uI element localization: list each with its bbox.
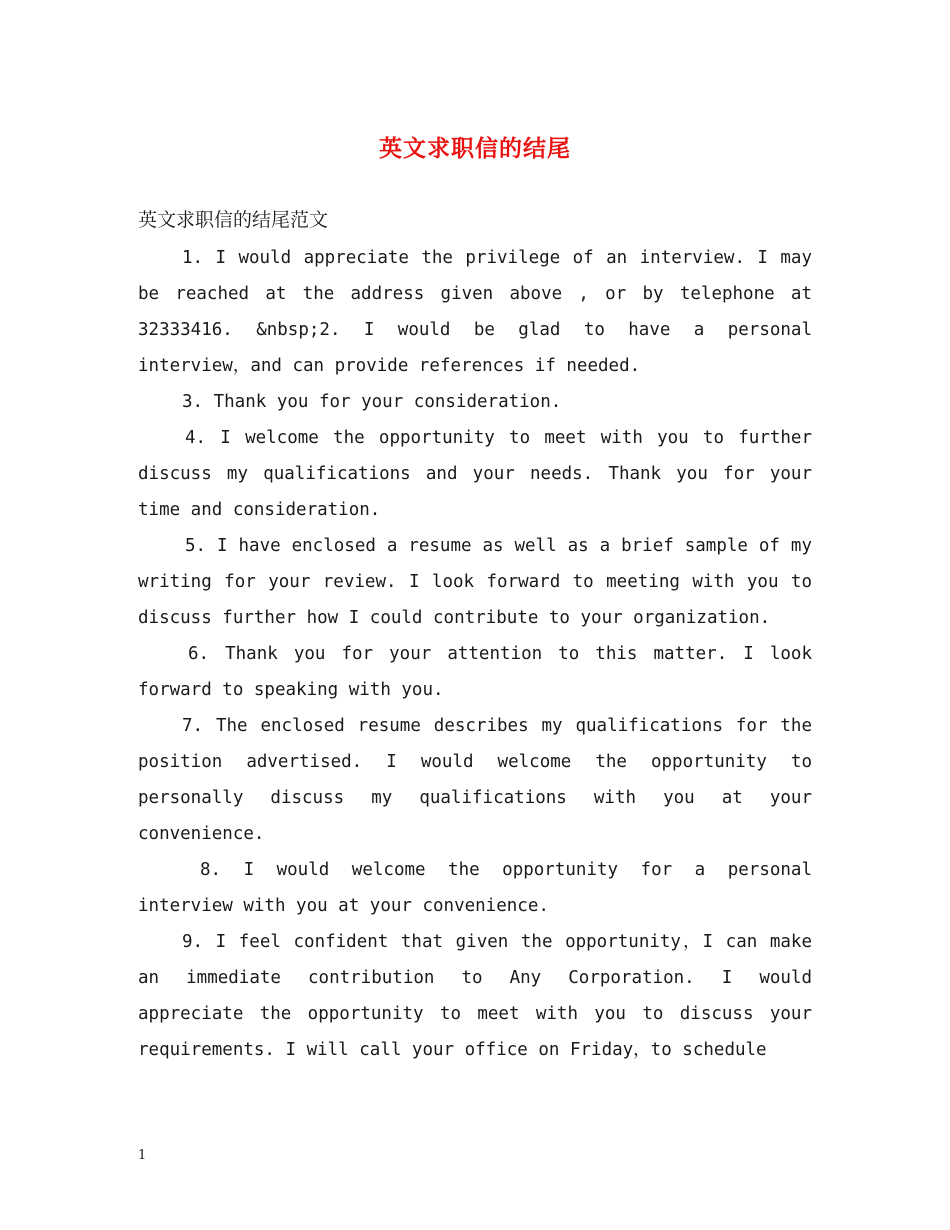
- paragraph: 7. The enclosed resume describes my qualifications for the position advertised. I would welcome the opportunity to personally discuss my qualifications with you at your convenience.: [138, 716, 812, 844]
- paragraph: 8. I would welcome the opportunity for a personal interview with you at your convenience.: [138, 860, 812, 916]
- paragraph: 4. I welcome the opportunity to meet with you to further discuss my qualifications and your needs. Thank you for your time and consideration.: [138, 428, 812, 520]
- paragraph: 9. I feel confident that given the opportunity，I can make an immediate contribution to Any Corporation. I would appreciate the opportunity to meet with you to discuss your requirements. I will call your office on Friday，to schedule: [138, 932, 812, 1060]
- document-title: 英文求职信的结尾: [379, 135, 571, 162]
- paragraph: 6. Thank you for your attention to this matter. I look forward to speaking with you.: [138, 644, 812, 700]
- document-body: [138, 240, 812, 1068]
- document-subtitle: 英文求职信的结尾范文: [138, 209, 329, 231]
- paragraph: 3. Thank you for your consideration.: [182, 392, 562, 412]
- paragraph: 5. I have enclosed a resume as well as a brief sample of my writing for your review. I look forward to meeting with you to discuss further how I could contribute to your organization.: [138, 536, 812, 628]
- paragraph: 1. I would appreciate the privilege of an interview. I may be reached at the address given above , or by telephone at 32333416. &nbsp;2. I would be glad to have a personal interview，and can provide references if needed.: [138, 248, 812, 376]
- page-number: 1: [138, 1148, 147, 1163]
